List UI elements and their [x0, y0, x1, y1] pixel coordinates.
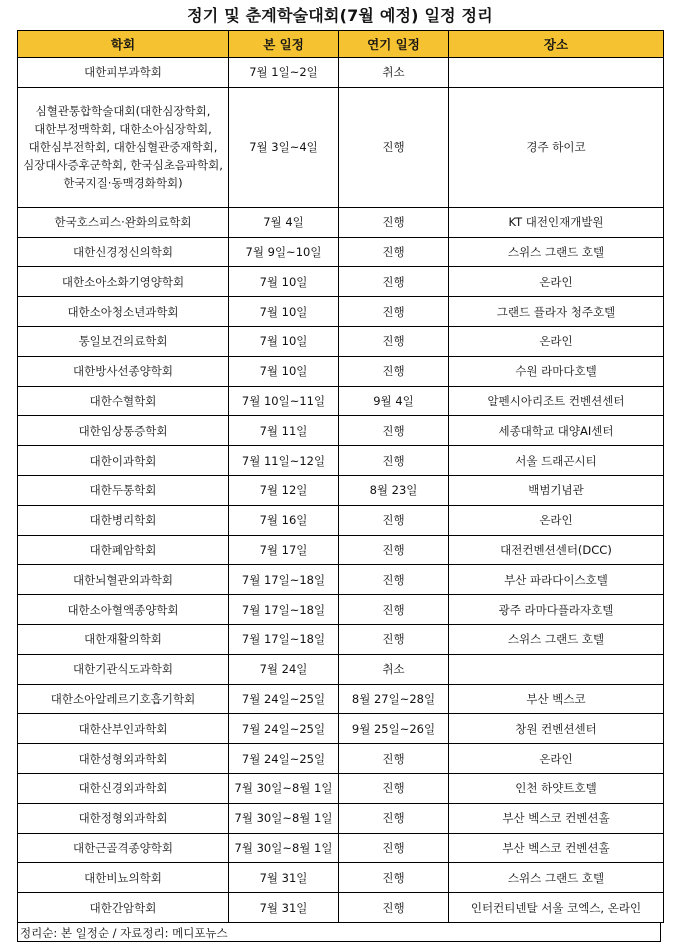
cell-venue: 백범기념관 — [449, 475, 664, 505]
cell-postponed-date: 진행 — [339, 416, 449, 446]
cell-society: 대한병리학회 — [18, 505, 229, 535]
cell-venue: 인천 하얏트호텔 — [449, 773, 664, 803]
cell-venue: 알펜시아리조트 컨벤션센터 — [449, 386, 664, 416]
cell-postponed-date: 진행 — [339, 833, 449, 863]
table-header-row — [18, 31, 664, 58]
cell-venue: 온라인 — [449, 744, 664, 774]
cell-postponed-date: 취소 — [339, 58, 449, 88]
table-row — [18, 297, 664, 327]
cell-society: 대한소아알레르기호흡기학회 — [18, 684, 229, 714]
cell-society: 통일보건의료학회 — [18, 326, 229, 356]
cell-society: 대한임상통증학회 — [18, 416, 229, 446]
cell-society: 대한피부과학회 — [18, 58, 229, 88]
cell-society: 대한뇌혈관외과학회 — [18, 565, 229, 595]
header-postponed-date: 연기 일정 — [339, 31, 449, 58]
cell-original-date: 7월 30일~8월 1일 — [229, 773, 339, 803]
cell-postponed-date: 진행 — [339, 803, 449, 833]
cell-society: 대한비뇨의학회 — [18, 863, 229, 893]
cell-original-date: 7월 4일 — [229, 207, 339, 237]
cell-original-date: 7월 31일 — [229, 863, 339, 893]
cell-society: 대한수혈학회 — [18, 386, 229, 416]
cell-society: 대한기관식도과학회 — [18, 654, 229, 684]
cell-venue: 부산 파라다이스호텔 — [449, 565, 664, 595]
table-row — [18, 684, 664, 714]
cell-original-date: 7월 30일~8월 1일 — [229, 803, 339, 833]
cell-venue: 스위스 그랜드 호텔 — [449, 624, 664, 654]
cell-venue: 그랜드 플라자 청주호텔 — [449, 297, 664, 327]
cell-original-date: 7월 11일~12일 — [229, 446, 339, 476]
cell-postponed-date: 진행 — [339, 356, 449, 386]
cell-society: 대한근골격종양학회 — [18, 833, 229, 863]
cell-venue — [449, 654, 664, 684]
cell-postponed-date: 진행 — [339, 87, 449, 207]
document-title: 정기 및 춘계학술대회(7월 예정) 일정 정리 — [187, 6, 493, 25]
cell-society: 대한폐암학회 — [18, 535, 229, 565]
cell-society: 대한정형외과학회 — [18, 803, 229, 833]
table-row — [18, 416, 664, 446]
cell-society: 한국호스피스·완화의료학회 — [18, 207, 229, 237]
cell-original-date: 7월 10일 — [229, 297, 339, 327]
table-row — [18, 475, 664, 505]
cell-postponed-date: 8월 27일~28일 — [339, 684, 449, 714]
table-row — [18, 595, 664, 625]
cell-venue: 수원 라마다호텔 — [449, 356, 664, 386]
cell-postponed-date: 진행 — [339, 505, 449, 535]
cell-postponed-date: 8월 23일 — [339, 475, 449, 505]
source-note: 정리순: 본 일정순 / 자료정리: 메디포뉴스 — [17, 922, 661, 942]
cell-society: 대한성형외과학회 — [18, 744, 229, 774]
cell-postponed-date: 진행 — [339, 237, 449, 267]
table-row — [18, 326, 664, 356]
cell-society: 대한방사선종양학회 — [18, 356, 229, 386]
table-row — [18, 87, 664, 207]
cell-postponed-date: 진행 — [339, 565, 449, 595]
cell-original-date: 7월 24일~25일 — [229, 714, 339, 744]
table-row — [18, 58, 664, 88]
cell-postponed-date: 진행 — [339, 863, 449, 893]
cell-venue: 부산 벡스코 컨벤션홀 — [449, 803, 664, 833]
cell-postponed-date: 진행 — [339, 773, 449, 803]
cell-society: 대한소아혈액종양학회 — [18, 595, 229, 625]
header-venue: 장소 — [449, 31, 664, 58]
cell-postponed-date: 진행 — [339, 624, 449, 654]
table-row — [18, 744, 664, 774]
cell-original-date: 7월 17일~18일 — [229, 565, 339, 595]
header-society: 학회 — [18, 31, 229, 58]
cell-postponed-date: 진행 — [339, 446, 449, 476]
cell-society: 대한산부인과학회 — [18, 714, 229, 744]
cell-venue: 광주 라마다플라자호텔 — [449, 595, 664, 625]
cell-postponed-date: 진행 — [339, 207, 449, 237]
table-row — [18, 565, 664, 595]
table-row — [18, 446, 664, 476]
header-original-date: 본 일정 — [229, 31, 339, 58]
table-row — [18, 386, 664, 416]
cell-original-date: 7월 16일 — [229, 505, 339, 535]
cell-original-date: 7월 31일 — [229, 893, 339, 923]
cell-society: 대한간암학회 — [18, 893, 229, 923]
table-row — [18, 833, 664, 863]
cell-postponed-date: 9월 25일~26일 — [339, 714, 449, 744]
table-row — [18, 773, 664, 803]
cell-society: 대한신경정신의학회 — [18, 237, 229, 267]
cell-society: 대한소아소화기영양학회 — [18, 267, 229, 297]
table-row — [18, 237, 664, 267]
cell-postponed-date: 진행 — [339, 297, 449, 327]
cell-original-date: 7월 24일~25일 — [229, 684, 339, 714]
table-row — [18, 505, 664, 535]
cell-venue: 세종대학교 대양AI센터 — [449, 416, 664, 446]
cell-venue: 스위스 그랜드 호텔 — [449, 863, 664, 893]
cell-postponed-date: 취소 — [339, 654, 449, 684]
table-row — [18, 714, 664, 744]
table-row — [18, 207, 664, 237]
cell-venue: 대전컨벤션센터(DCC) — [449, 535, 664, 565]
cell-venue: 온라인 — [449, 326, 664, 356]
cell-postponed-date: 진행 — [339, 535, 449, 565]
schedule-table — [17, 30, 664, 923]
cell-postponed-date: 진행 — [339, 267, 449, 297]
table-row — [18, 893, 664, 923]
cell-original-date: 7월 1일~2일 — [229, 58, 339, 88]
cell-venue: 창원 컨벤션센터 — [449, 714, 664, 744]
cell-original-date: 7월 11일 — [229, 416, 339, 446]
cell-society: 대한소아청소년과학회 — [18, 297, 229, 327]
cell-society: 대한신경외과학회 — [18, 773, 229, 803]
cell-original-date: 7월 10일 — [229, 356, 339, 386]
cell-venue: 온라인 — [449, 505, 664, 535]
cell-original-date: 7월 30일~8월 1일 — [229, 833, 339, 863]
cell-original-date: 7월 17일~18일 — [229, 624, 339, 654]
cell-original-date: 7월 24일~25일 — [229, 744, 339, 774]
cell-venue: KT 대전인재개발원 — [449, 207, 664, 237]
table-row — [18, 863, 664, 893]
cell-original-date: 7월 10일~11일 — [229, 386, 339, 416]
cell-postponed-date: 9월 4일 — [339, 386, 449, 416]
cell-postponed-date: 진행 — [339, 595, 449, 625]
cell-original-date: 7월 9일~10일 — [229, 237, 339, 267]
cell-society: 대한이과학회 — [18, 446, 229, 476]
cell-original-date: 7월 17일 — [229, 535, 339, 565]
table-row — [18, 267, 664, 297]
cell-venue: 부산 벡스코 컨벤션홀 — [449, 833, 664, 863]
cell-society: 대한두통학회 — [18, 475, 229, 505]
cell-postponed-date: 진행 — [339, 326, 449, 356]
table-row — [18, 356, 664, 386]
cell-society: 대한재활의학회 — [18, 624, 229, 654]
cell-venue: 스위스 그랜드 호텔 — [449, 237, 664, 267]
cell-original-date: 7월 17일~18일 — [229, 595, 339, 625]
table-row — [18, 535, 664, 565]
schedule-table-body — [18, 58, 664, 923]
cell-venue: 부산 벡스코 — [449, 684, 664, 714]
cell-venue: 온라인 — [449, 267, 664, 297]
cell-original-date: 7월 12일 — [229, 475, 339, 505]
cell-venue: 경주 하이코 — [449, 87, 664, 207]
table-row — [18, 803, 664, 833]
cell-venue: 서울 드래곤시티 — [449, 446, 664, 476]
cell-society: 심혈관통합학술대회(대한심장학회, 대한부정맥학회, 대한소아심장학회, 대한심부전학회, 대한심혈관중재학회, 심장대사증후군학회, 한국심초음파학회, 한국지질·동맥경화학회) — [18, 87, 229, 207]
cell-postponed-date: 진행 — [339, 744, 449, 774]
cell-original-date: 7월 24일 — [229, 654, 339, 684]
cell-original-date: 7월 10일 — [229, 326, 339, 356]
cell-original-date: 7월 3일~4일 — [229, 87, 339, 207]
cell-venue: 인터컨티넨탈 서울 코엑스, 온라인 — [449, 893, 664, 923]
cell-venue — [449, 58, 664, 88]
cell-postponed-date: 진행 — [339, 893, 449, 923]
table-row — [18, 624, 664, 654]
table-row — [18, 654, 664, 684]
cell-original-date: 7월 10일 — [229, 267, 339, 297]
